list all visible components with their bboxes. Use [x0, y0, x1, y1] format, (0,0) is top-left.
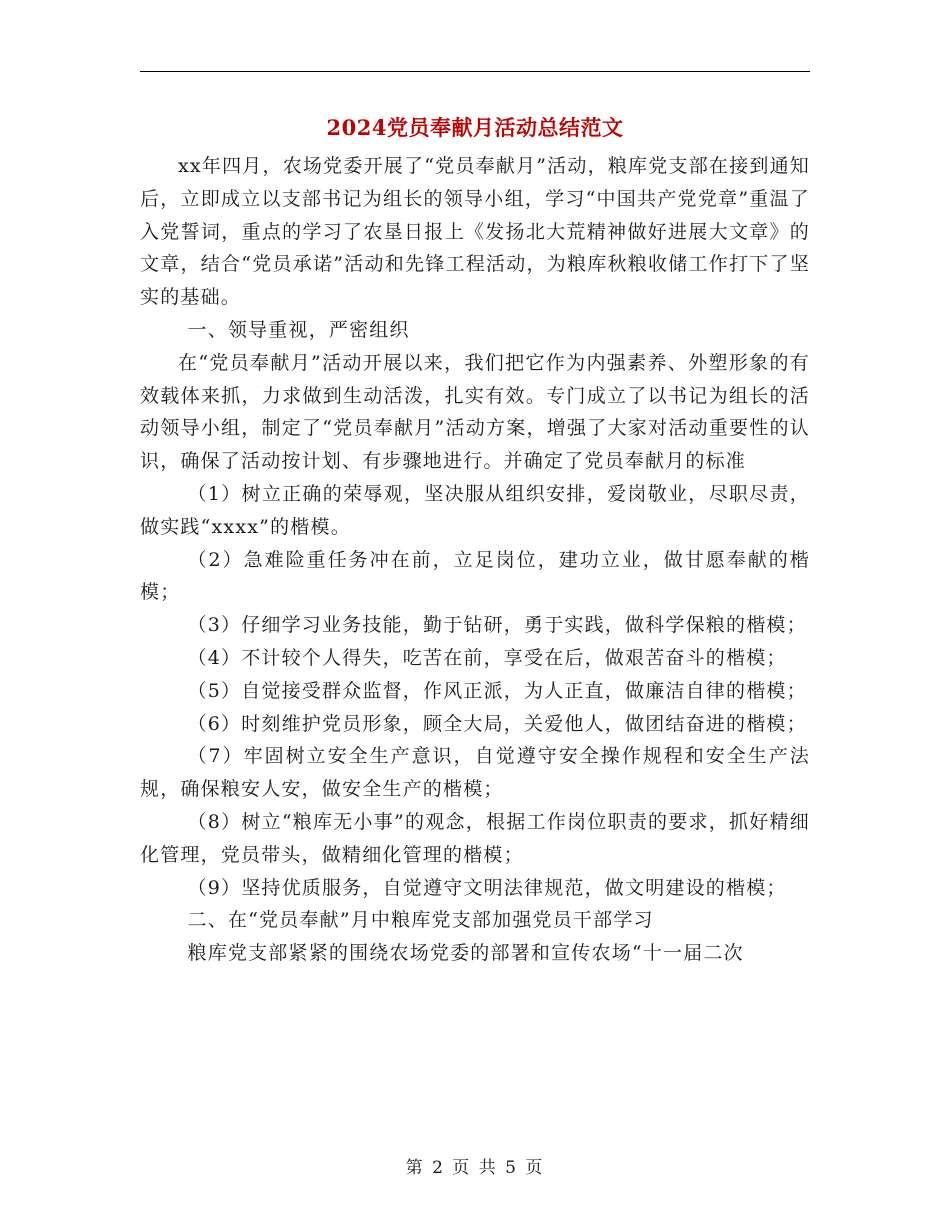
standard-item-5: （5）自觉接受群众监督，作风正派，为人正直，做廉洁自律的楷模；: [187, 679, 807, 702]
intro-paragraph: xx年四月，农场党委开展了“党员奉献月”活动，粮库党支部在接到通知后，立即成立以支部书记为组长的领导小组，学习“中国共产党党章”重温了入党誓词，重点的学习了农垦日报上《发扬北大荒精神做好进展大文章》的文章，结合“党员承诺”活动和先锋工程活动，为粮库秋粮收储工作打下了坚实的基础。: [140, 155, 810, 309]
standard-item-7: （7）牢固树立安全生产意识，自觉遵守安全操作规程和安全生产法规，确保粮安人安，做安全生产的楷模；: [140, 745, 810, 801]
section-1-heading: 一、领导重视，严密组织: [187, 318, 410, 341]
standard-item-3: （3）仔细学习业务技能，勤于钻研，勇于实践，做科学保粮的楷模；: [187, 614, 807, 637]
header-rule: [140, 71, 810, 72]
standard-item-4: （4）不计较个人得失，吃苦在前，享受在后，做艰苦奋斗的楷模；: [187, 646, 787, 669]
standard-item-6: （6）时刻维护党员形象，顾全大局，关爱他人，做团结奋进的楷模；: [187, 712, 807, 735]
section-1-paragraph: 在“党员奉献月”活动开展以来，我们把它作为内强素养、外塑形象的有效载体来抓，力求做到生动活泼，扎实有效。专门成立了以书记为组长的活动领导小组，制定了“党员奉献月”活动方案，增强了大家对活动重要性的认识，确保了活动按计划、有步骤地进行。并确定了党员奉献月的标准: [140, 351, 810, 473]
document-title: 2024党员奉献月活动总结范文: [326, 115, 624, 140]
standard-item-8: （8）树立“粮库无小事”的观念，根据工作岗位职责的要求，抓好精细化管理，党员带头，做精细化管理的楷模；: [140, 810, 810, 866]
page-number-footer: 第 2 页 共 5 页: [405, 1158, 545, 1178]
standard-item-1: （1）树立正确的荣辱观，坚决服从组织安排，爱岗敬业，尽职尽责，做实践“xxxx”的楷模。: [140, 482, 810, 538]
section-2-heading: 二、在“党员奉献”月中粮库党支部加强党员干部学习: [187, 909, 654, 932]
standard-item-2: （2）急难险重任务冲在前，立足岗位，建功立业，做甘愿奉献的楷模；: [140, 548, 810, 604]
section-2-paragraph: 粮库党支部紧紧的围绕农场党委的部署和宣传农场“十一届二次: [187, 942, 744, 965]
document-body: [140, 150, 810, 970]
standard-item-9: （9）坚持优质服务，自觉遵守文明法律规范，做文明建设的楷模；: [187, 876, 787, 899]
